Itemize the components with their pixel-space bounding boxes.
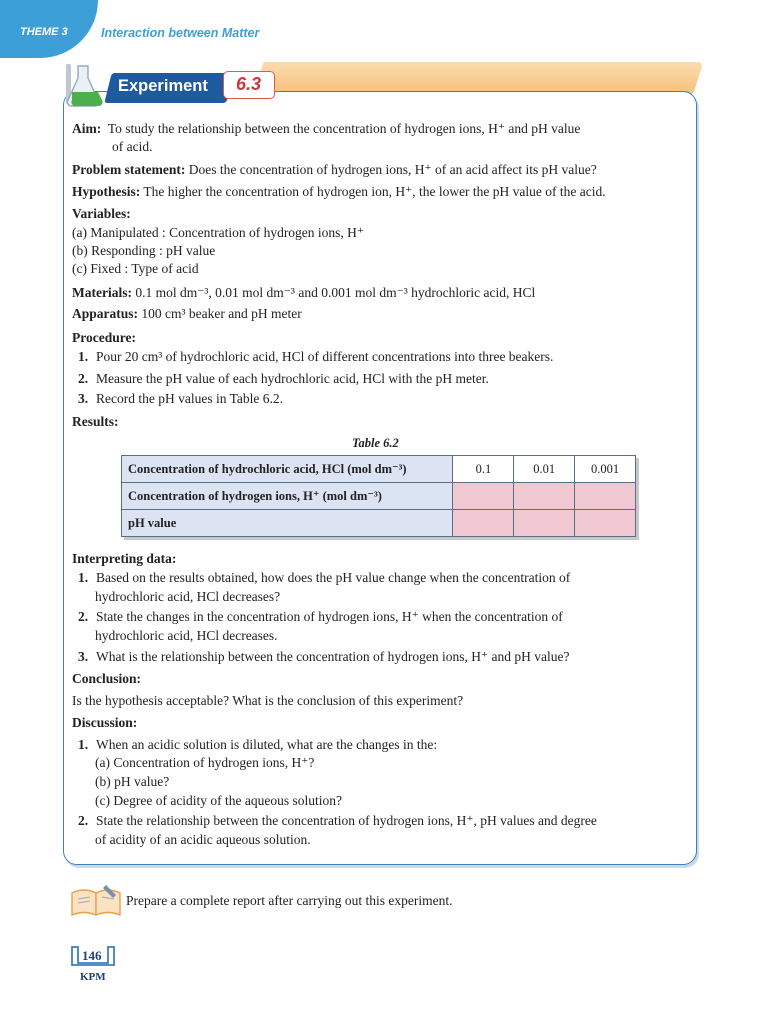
procedure-step: 1. Pour 20 cm³ of hydrochloric acid, HCl of different concentrations into three beakers. <box>78 349 554 364</box>
experiment-number: 6.3 <box>236 74 262 94</box>
table-cell-empty <box>453 510 514 537</box>
interpreting-q3: 3. What is the relationship between the concentration of hydrogen ions, H⁺ and pH value? <box>78 649 570 664</box>
variables-label: Variables: <box>72 206 131 221</box>
hypothesis-text: The higher the concentration of hydrogen ion, H⁺, the lower the pH value of the acid. <box>143 184 606 199</box>
results-label: Results: <box>72 414 119 429</box>
row-header: Concentration of hydrogen ions, H⁺ (mol dm⁻³) <box>122 483 453 510</box>
table-cell-empty <box>453 483 514 510</box>
row-header: Concentration of hydrochloric acid, HCl (mol dm⁻³) <box>122 456 453 483</box>
hypothesis <box>72 184 606 200</box>
table-cell-empty <box>575 483 636 510</box>
interpreting-q2-cont: hydrochloric acid, HCl decreases. <box>95 628 278 643</box>
table-row <box>122 456 636 483</box>
interpreting-q1: 1. Based on the results obtained, how does the pH value change when the concentration of <box>78 570 571 585</box>
footer-note: Prepare a complete report after carrying out this experiment. <box>126 893 453 908</box>
discussion-label: Discussion: <box>72 715 138 730</box>
table-cell-empty <box>514 483 575 510</box>
table-caption: Table 6.2 <box>352 436 399 450</box>
problem-statement <box>72 162 597 178</box>
discussion-q2: 2. State the relationship between the concentration of hydrogen ions, H⁺, pH values and degree <box>78 813 597 828</box>
aim-label: Aim: <box>72 121 102 136</box>
variable-fixed: (c) Fixed : Type of acid <box>72 261 199 276</box>
flask-icon <box>60 62 104 108</box>
results-table <box>121 455 636 537</box>
apparatus <box>72 306 302 322</box>
discussion-q2-cont: of acidity of an acidic aqueous solution. <box>95 832 311 847</box>
conclusion-label: Conclusion: <box>72 671 142 686</box>
procedure-step: 2. Measure the pH value of each hydrochloric acid, HCl with the pH meter. <box>78 371 489 386</box>
table-cell: 0.1 <box>453 456 514 483</box>
interpreting-label: Interpreting data: <box>72 551 177 566</box>
publisher-mark: KPM <box>80 971 106 983</box>
experiment-label: Experiment <box>118 77 208 95</box>
table-cell: 0.01 <box>514 456 575 483</box>
problem-label: Problem statement: <box>72 162 186 177</box>
conclusion-text: Is the hypothesis acceptable? What is the conclusion of this experiment? <box>72 693 464 708</box>
report-book-icon <box>70 883 122 919</box>
discussion-q1c: (c) Degree of acidity of the aqueous solution? <box>95 793 343 808</box>
variable-responding: (b) Responding : pH value <box>72 243 216 258</box>
table-cell: 0.001 <box>575 456 636 483</box>
problem-text: Does the concentration of hydrogen ions, H⁺ of an acid affect its pH value? <box>188 162 597 177</box>
theme-title: Interaction between Matter <box>101 26 260 40</box>
apparatus-text: 100 cm³ beaker and pH meter <box>141 306 302 321</box>
materials-label: Materials: <box>72 285 132 300</box>
table-row <box>122 510 636 537</box>
interpreting-q2: 2. State the changes in the concentration of hydrogen ions, H⁺ when the concentration of <box>78 609 563 624</box>
aim-text: To study the relationship between the concentration of hydrogen ions, H⁺ and pH value <box>107 121 581 136</box>
table-row <box>122 483 636 510</box>
theme-label: THEME 3 <box>20 26 68 38</box>
procedure-label: Procedure: <box>72 330 136 345</box>
table-cell-empty <box>575 510 636 537</box>
procedure-step: 3. Record the pH values in Table 6.2. <box>78 391 284 406</box>
aim-line <box>72 121 580 137</box>
variable-manipulated: (a) Manipulated : Concentration of hydrogen ions, H⁺ <box>72 225 365 240</box>
materials <box>72 285 535 301</box>
hypothesis-label: Hypothesis: <box>72 184 141 199</box>
apparatus-label: Apparatus: <box>72 306 139 321</box>
discussion-q1a: (a) Concentration of hydrogen ions, H⁺? <box>95 755 315 770</box>
discussion-q1b: (b) pH value? <box>95 774 170 789</box>
page-number: 146 <box>82 948 102 963</box>
interpreting-q1-cont: hydrochloric acid, HCl decreases? <box>95 589 281 604</box>
materials-text: 0.1 mol dm⁻³, 0.01 mol dm⁻³ and 0.001 mol dm⁻³ hydrochloric acid, HCl <box>135 285 536 300</box>
row-header: pH value <box>122 510 453 537</box>
aim-line-2: of acid. <box>112 139 153 154</box>
discussion-q1: 1. When an acidic solution is diluted, what are the changes in the: <box>78 737 438 752</box>
table-cell-empty <box>514 510 575 537</box>
